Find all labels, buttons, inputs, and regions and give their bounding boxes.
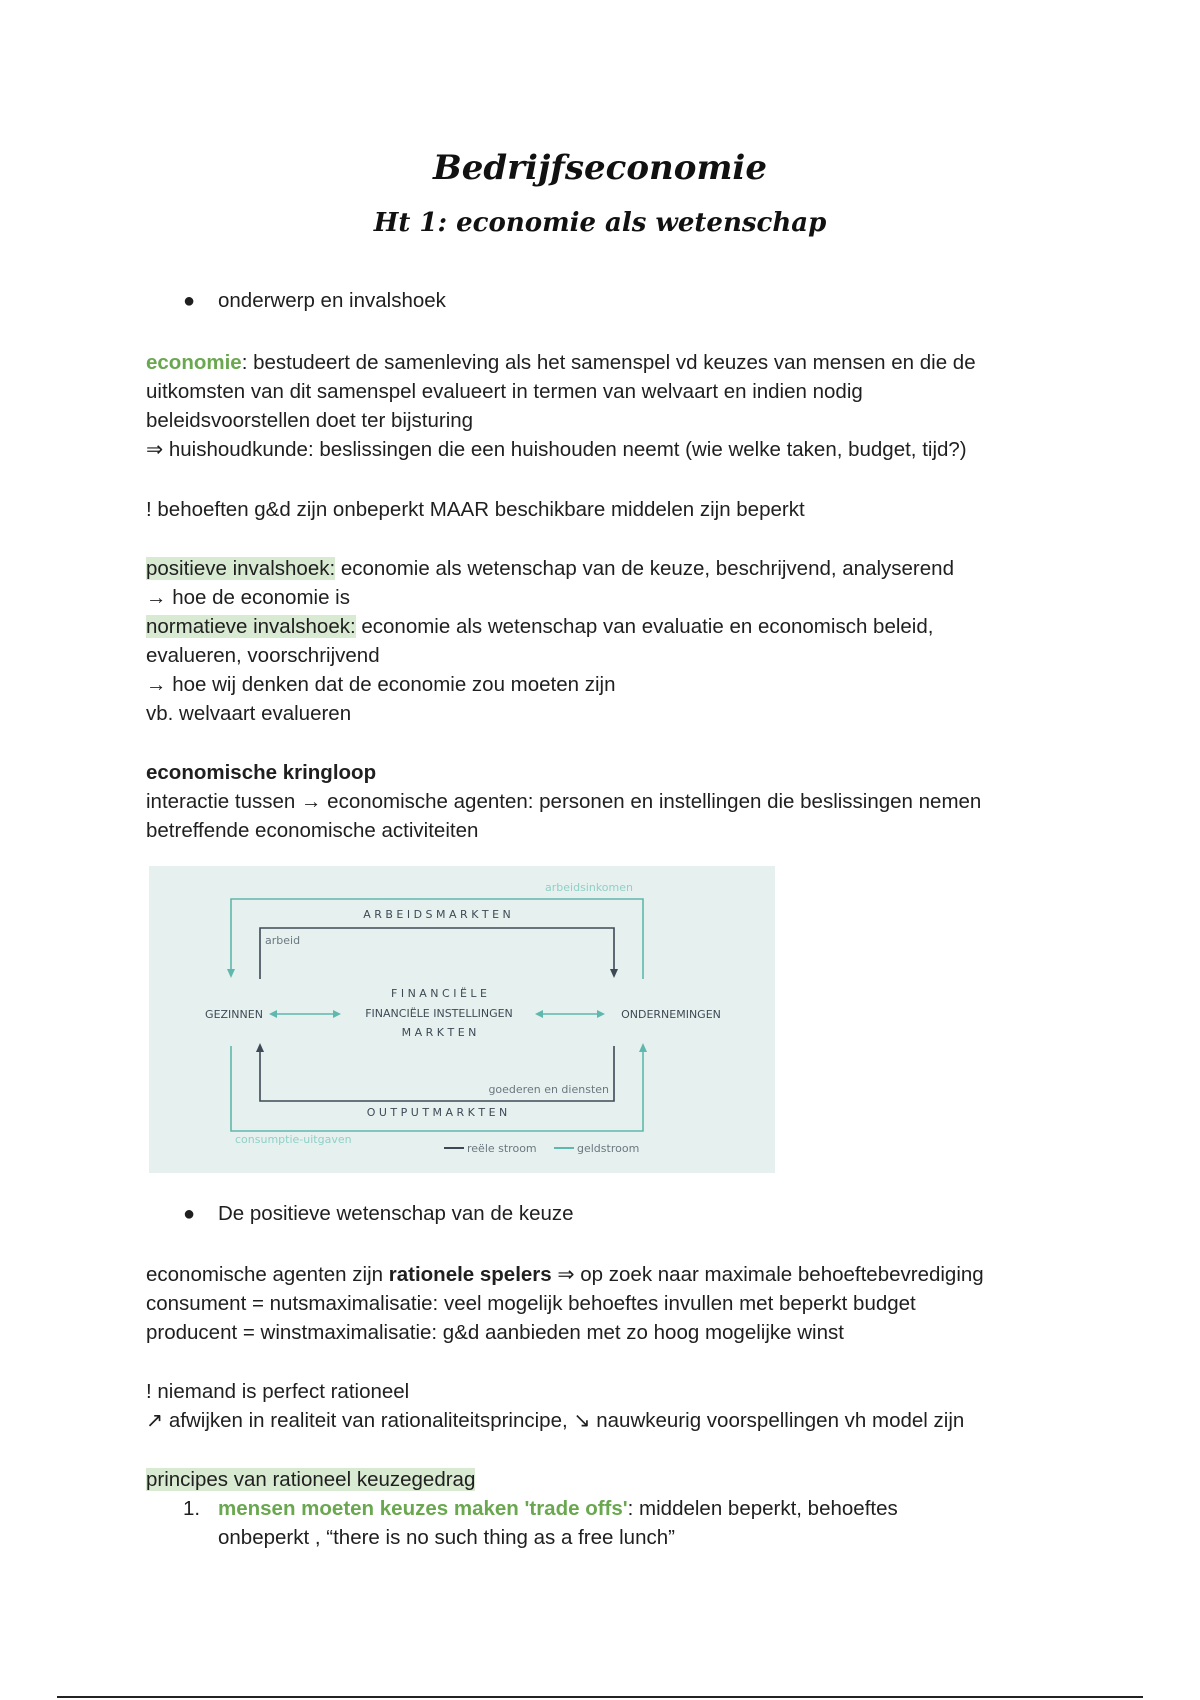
consumptie-label: consumptie-uitgaven	[235, 1133, 352, 1146]
list-item-trade-offs: mensen moeten keuzes maken 'trade offs': middelen beperkt, behoeftes	[218, 1497, 898, 1520]
principes-heading: principes van rationeel keuzegedrag	[146, 1468, 476, 1491]
gezinnen-financiele-arrow	[269, 1010, 341, 1018]
financiele-label: F I N A N C I Ë L E	[391, 987, 487, 1000]
legend-money-label: geldstroom	[577, 1142, 640, 1155]
bullet-onderwerp: onderwerp en invalshoek	[218, 289, 446, 312]
financiele-instellingen-label: FINANCIËLE INSTELLINGEN	[365, 1007, 513, 1020]
legend-real-label: reële stroom	[467, 1142, 537, 1155]
positieve-arrow-line: → hoe de economie is	[146, 586, 350, 609]
economie-definition-line-2: uitkomsten van dit samenspel evalueert in termen van welvaart en indien nodig	[146, 380, 863, 403]
goederen-label: goederen en diensten	[488, 1083, 609, 1096]
normatieve-invalshoek-line: normatieve invalshoek: economie als wetenschap van evaluatie en economisch beleid,	[146, 615, 934, 638]
arbeidsinkomen-label: arbeidsinkomen	[545, 881, 633, 894]
kringloop-heading: economische kringloop	[146, 761, 377, 784]
rationele-spelers-line: economische agenten zijn rationele spelers ⇒ op zoek naar maximale behoeftebevrediging	[146, 1263, 984, 1286]
bullet-dot: ●	[183, 290, 196, 312]
outputmarkten-label: O U T P U T M A R K T E N	[366, 1106, 508, 1119]
normatieve-arrow-line: → hoe wij denken dat de economie zou moeten zijn	[146, 673, 616, 696]
economie-definition-line-3: beleidsvoorstellen doet ter bijsturing	[146, 409, 474, 432]
consument-line: consument = nutsmaximalisatie: veel mogelijk behoeftes invullen met beperkt budget	[146, 1292, 916, 1315]
kringloop-line-1: interactie tussen → economische agenten: personen en instellingen die beslissingen nemen	[146, 790, 982, 813]
ondernemingen-label: ONDERNEMINGEN	[621, 1008, 721, 1021]
positieve-invalshoek-line: positieve invalshoek: economie als wetenschap van de keuze, beschrijvend, analyserend	[146, 557, 954, 580]
huishoudkunde-line: ⇒ huishoudkunde: beslissingen die een huishouden neemt (wie welke taken, budget, tijd?)	[146, 438, 967, 461]
afwijken-line: ↗ afwijken in realiteit van rationaliteitsprincipe, ↘ nauwkeurig voorspellingen vh model zijn	[146, 1409, 965, 1432]
kringloop-line-2: betreffende economische activiteiten	[146, 819, 479, 842]
page-subtitle: Ht 1: economie als wetenschap	[373, 208, 827, 238]
economie-term: economie	[146, 351, 242, 374]
normatieve-vb-line: vb. welvaart evalueren	[146, 702, 352, 725]
page-bottom-rule	[57, 1696, 1143, 1698]
bullet-dot: ●	[183, 1203, 196, 1225]
legend	[444, 1142, 639, 1155]
rationele-spelers-term: rationele spelers	[388, 1263, 552, 1286]
arbeidsmarkten-label: A R B E I D S M A R K T E N	[363, 908, 511, 921]
niemand-line: ! niemand is perfect rationeel	[146, 1380, 410, 1403]
positieve-term: positieve invalshoek:	[146, 557, 336, 580]
normatieve-line-2: evalueren, voorschrijvend	[146, 644, 380, 667]
list-item-number: 1.	[183, 1497, 201, 1520]
page-title: Bedrijfseconomie	[433, 148, 767, 188]
arbeid-label: arbeid	[265, 934, 301, 947]
financiele-ondernemingen-arrow	[535, 1010, 605, 1018]
normatieve-term: normatieve invalshoek:	[146, 615, 356, 638]
markten-label: M A R K T E N	[401, 1026, 477, 1039]
behoeften-line: ! behoeften g&d zijn onbeperkt MAAR beschikbare middelen zijn beperkt	[146, 498, 805, 521]
list-item-trade-offs-line-2: onbeperkt , “there is no such thing as a free lunch”	[218, 1526, 675, 1549]
bullet-positieve-wetenschap: De positieve wetenschap van de keuze	[218, 1202, 574, 1225]
economie-definition-line-1: economie: bestudeert de samenleving als het samenspel vd keuzes van mensen en die de	[146, 351, 976, 374]
producent-line: producent = winstmaximalisatie: g&d aanbieden met zo hoog mogelijke winst	[146, 1321, 844, 1344]
real-flow-top	[260, 928, 618, 979]
trade-offs-term: mensen moeten keuzes maken 'trade offs'	[218, 1497, 628, 1520]
gezinnen-label: GEZINNEN	[205, 1008, 263, 1021]
kringloop-diagram	[149, 866, 775, 1173]
